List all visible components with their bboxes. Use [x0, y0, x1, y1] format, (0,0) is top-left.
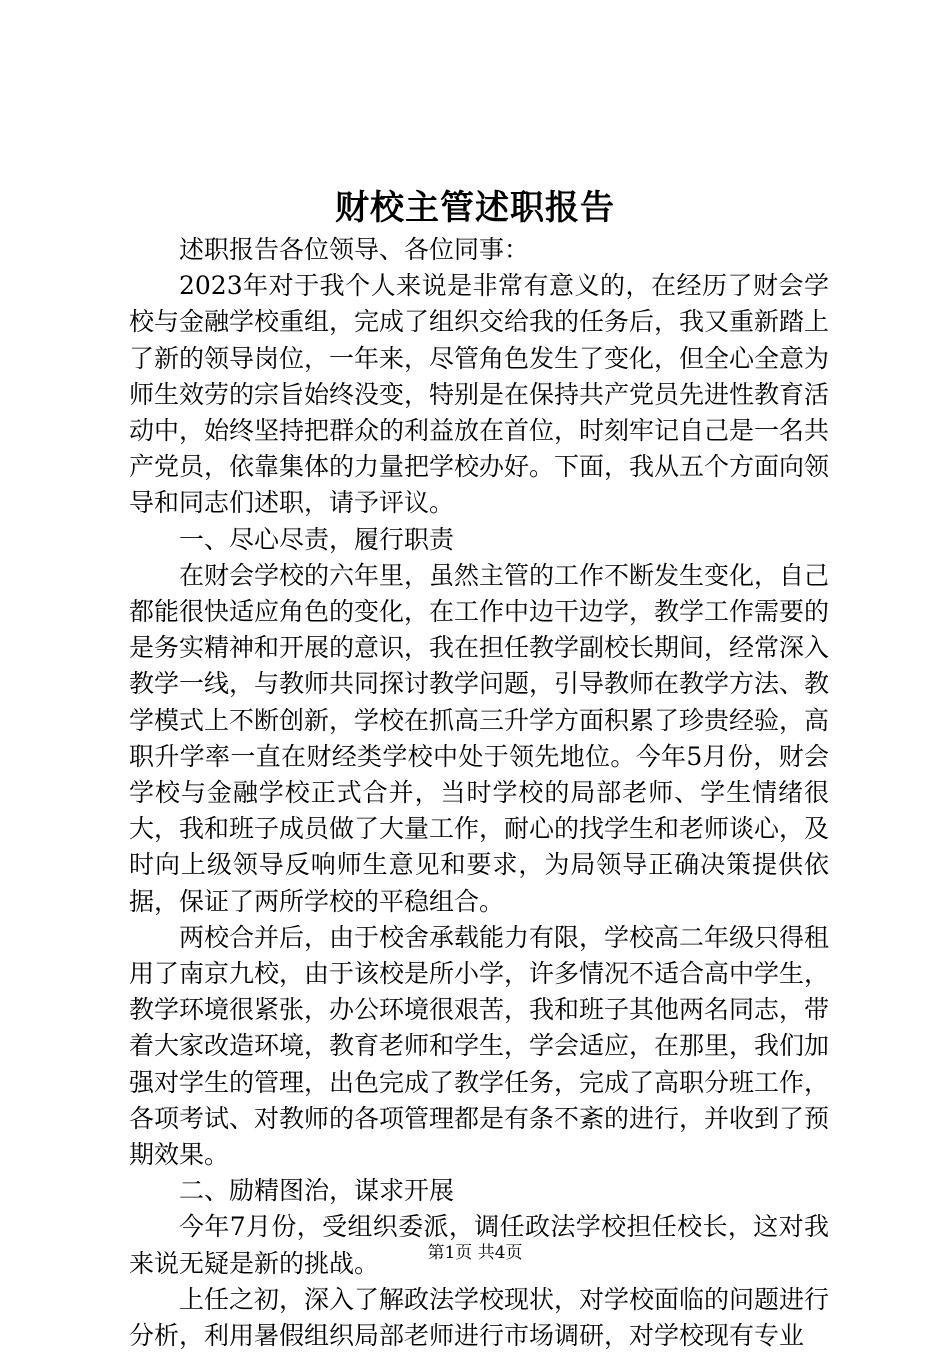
salutation-paragraph: 述职报告各位领导、各位同事：	[179, 235, 530, 264]
body-paragraph: 今年7月份，受组织委派，调任政法学校担任校长，这对我来说无疑是新的挑战。	[129, 1212, 829, 1278]
document-body	[129, 232, 829, 1354]
body-paragraph: 在财会学校的六年里，虽然主管的工作不断发生变化，自己都能很快适应角色的变化，在工作中边干边学，教学工作需要的是务实精神和开展的意识，我在担任教学副校长期间，经常深入教学一线，与教师共同探讨教学问题，引导教师在教学方法、教学模式上不断创新，学校在抓高三升学方面积累了珍贵经验，高职升学率一直在财经类学校中处于领先地位。今年5月份，财会学校与金融学校正式合并，当时学校的局部老师、学生情绪很大，我和班子成员做了大量工作，耐心的找学生和老师谈心，及时向上级领导反响师生意见和要求，为局领导正确决策提供依据，保证了两所学校的平稳组合。	[129, 560, 830, 916]
section-heading-2: 二、励精图治，谋求开展	[179, 1176, 455, 1206]
section-heading-1: 一、尽心尽责，履行职责	[179, 524, 455, 554]
intro-paragraph: 2023年对于我个人来说是非常有意义的，在经历了财会学校与金融学校重组，完成了组织交给我的任务后，我又重新踏上了新的领导岗位，一年来，尽管角色发生了变化，但全心全意为师生效劳的宗旨始终没变，特别是在保持共产党员先进性教育活动中，始终坚持把群众的利益放在首位，时刻牢记自己是一名共产党员，依靠集体的力量把学校办好。下面，我从五个方面向领导和同志们述职，请予评议。	[129, 271, 830, 518]
document-title: 财校主管述职报告	[335, 188, 615, 228]
body-paragraph: 两校合并后，由于校舍承载能力有限，学校高二年级只得租用了南京九校，由于该校是所小学，许多情况不适合高中学生，教学环境很紧张，办公环境很艰苦，我和班子其他两名同志，带着大家改造环境，教育老师和学生，学会适应，在那里，我们加强对学生的管理，出色完成了教学任务，完成了高职分班工作，各项考试、对教师的各项管理都是有条不紊的进行，并收到了预期效果。	[129, 922, 830, 1170]
body-paragraph: 上任之初，深入了解政法学校现状，对学校面临的问题进行分析，利用暑假组织局部老师进行市场调研，对学校现有专业	[129, 1284, 830, 1351]
page-number-footer: 第1页 共4页	[427, 1243, 523, 1263]
